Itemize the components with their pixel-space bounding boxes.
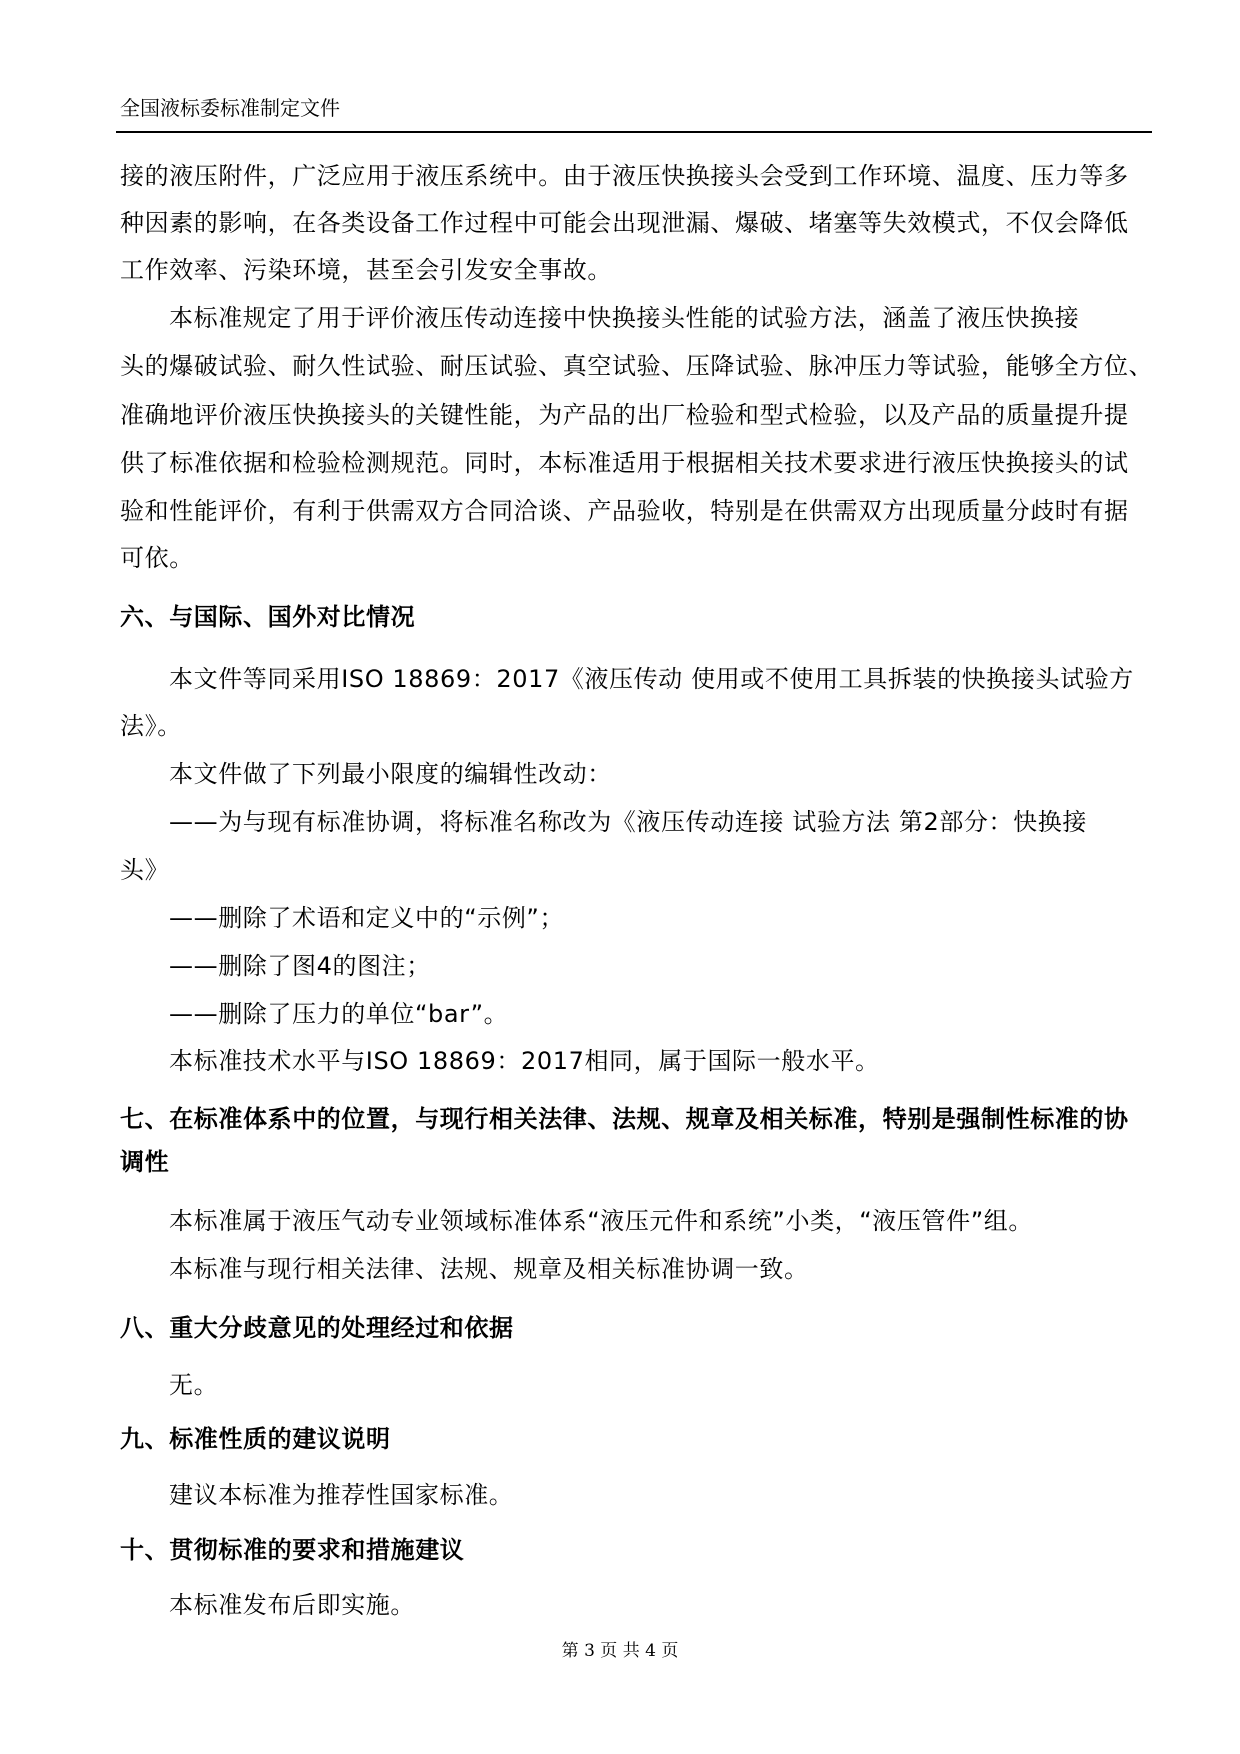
body-line: 建议本标准为推荐性国家标准。 <box>169 1481 514 1509</box>
body-line: 准确地评价液压快换接头的关键性能，为产品的出厂检验和型式检验，以及产品的质量提升提 <box>120 401 1129 429</box>
section-heading-7: 调性 <box>120 1148 170 1176</box>
running-header: 全国液标委标准制定文件 <box>120 96 340 120</box>
body-line: 法》。 <box>120 712 182 740</box>
body-line: 本标准与现行相关法律、法规、规章及相关标准协调一致。 <box>169 1255 809 1283</box>
list-item: ——为与现有标准协调，将标准名称改为《液压传动连接 试验方法 第2部分：快换接 <box>169 808 1087 836</box>
body-line: 本标准技术水平与ISO 18869：2017相同，属于国际一般水平。 <box>169 1047 880 1075</box>
body-line: 本标准规定了用于评价液压传动连接中快换接头性能的试验方法，涵盖了液压快换接 <box>169 304 1080 332</box>
section-heading-6: 六、与国际、国外对比情况 <box>120 603 416 631</box>
page-number: 第 3 页 共 4 页 <box>561 1641 679 1661</box>
body-line: 可依。 <box>120 544 194 572</box>
body-line: 无。 <box>169 1371 219 1399</box>
section-heading-10: 十、贯彻标准的要求和措施建议 <box>120 1536 465 1564</box>
body-line: 工作效率、污染环境，甚至会引发安全事故。 <box>120 256 612 284</box>
list-item: 头》 <box>120 856 170 884</box>
body-line: 验和性能评价，有利于供需双方合同洽谈、产品验收，特别是在供需双方出现质量分歧时有据 <box>120 497 1129 525</box>
body-line: 种因素的影响，在各类设备工作过程中可能会出现泄漏、爆破、堵塞等失效模式，不仅会降低 <box>120 209 1129 237</box>
list-item: ——删除了压力的单位“bar”。 <box>169 1000 509 1028</box>
body-line: 供了标准依据和检验检测规范。同时，本标准适用于根据相关技术要求进行液压快换接头的试 <box>120 449 1129 477</box>
header-rule <box>116 131 1152 133</box>
body-line: 本文件做了下列最小限度的编辑性改动： <box>169 760 612 788</box>
section-heading-7: 七、在标准体系中的位置，与现行相关法律、法规、规章及相关标准，特别是强制性标准的协 <box>120 1105 1129 1133</box>
body-line: 接的液压附件，广泛应用于液压系统中。由于液压快换接头会受到工作环境、温度、压力等多 <box>120 162 1129 190</box>
list-item: ——删除了术语和定义中的“示例”； <box>169 904 565 932</box>
body-line: 本文件等同采用ISO 18869：2017《液压传动 使用或不使用工具拆装的快换接头试验方 <box>169 665 1134 693</box>
body-line: 本标准属于液压气动专业领域标准体系“液压元件和系统”小类，“液压管件”组。 <box>169 1207 1033 1235</box>
list-item: ——删除了图4的图注； <box>169 952 431 980</box>
section-heading-9: 九、标准性质的建议说明 <box>120 1425 391 1453</box>
body-line: 头的爆破试验、耐久性试验、耐压试验、真空试验、压降试验、脉冲压力等试验，能够全方位、 <box>120 352 1154 380</box>
section-heading-8: 八、重大分歧意见的处理经过和依据 <box>120 1314 514 1342</box>
body-line: 本标准发布后即实施。 <box>169 1591 415 1619</box>
